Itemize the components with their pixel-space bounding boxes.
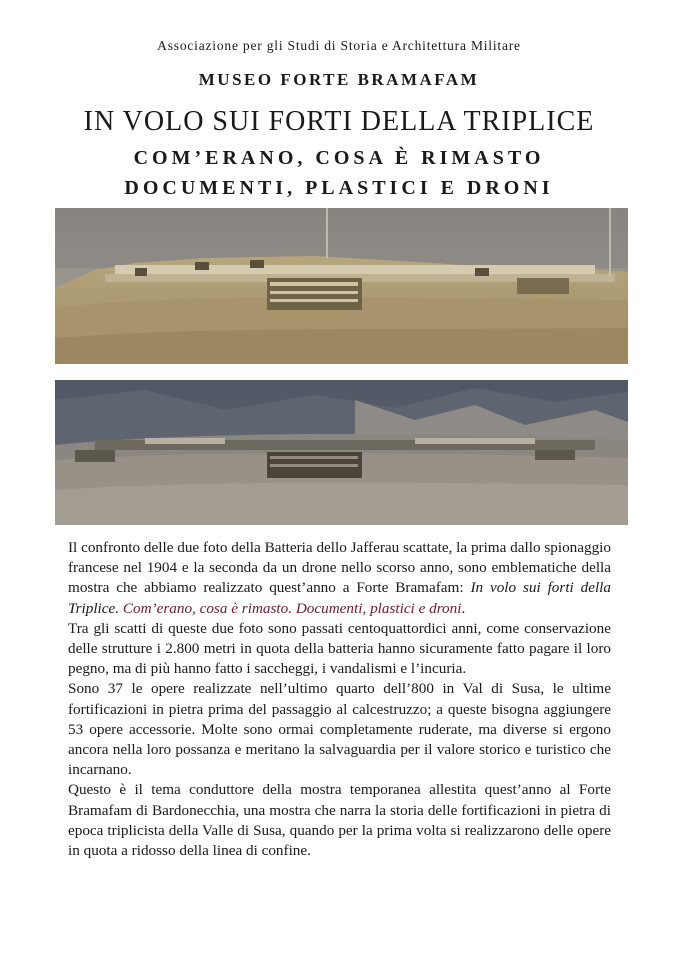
paragraph-1-text: Il confronto delle due foto della Batteria dello Jafferau scattate, la prima dallo spionaggio francese nel 1904 e la seconda da un drone nello scorso anno, sono emblematiche della mostra che abbiamo realizzato quest’anno a Forte Bramafam: bbox=[68, 539, 611, 597]
body-text bbox=[68, 538, 611, 861]
museum-name: MUSEO FORTE BRAMAFAM bbox=[198, 70, 480, 89]
paragraph-3: Sono 37 le opere realizzate nell’ultimo quarto dell’800 in Val di Susa, le ultime fortificazioni in pietra prima del passaggio al calcestruzzo; a queste bisogna aggiungere 53 opere accessorie. Molte sono ormai completamente ruderate, ma diverse si ergono ancora nella loro possanza e meritano la salvaguardia per il valore storico e turistico che incarnano. bbox=[68, 680, 611, 779]
exhibition-subtitle-colored: Com’erano, cosa è rimasto. Documenti, bbox=[122, 599, 367, 617]
poster-title: IN VOLO SUI FORTI DELLA TRIPLICE bbox=[83, 106, 595, 137]
exhibition-title-italic: In volo sui forti della Triplice. bbox=[68, 579, 611, 617]
paragraph-2: Tra gli scatti di queste due foto sono passati centoquattordici anni, come conservazione delle strutture i 2.800 metri in quota della batteria hanno sicuramente fatto pagare il loro pegno, ma di più hanno fatto i saccheggi, i vandalismi e l’incuria. bbox=[68, 619, 611, 678]
historic-fort-photo bbox=[55, 208, 628, 364]
association-name: Associazione per gli Studi di Storia e Architettura Militare bbox=[157, 38, 521, 53]
paragraph-1 bbox=[68, 538, 611, 619]
paragraph-1-end: . bbox=[461, 599, 466, 617]
subtitle-line-1: COM’ERANO, COSA È RIMASTO bbox=[133, 147, 545, 169]
drone-fort-photo bbox=[55, 380, 628, 525]
subtitle-line-2: DOCUMENTI, PLASTICI E DRONI bbox=[124, 177, 554, 199]
exhibition-subtitle-end: plastici e droni bbox=[370, 599, 462, 617]
paragraph-4: Questo è il tema conduttore della mostra temporanea allestita quest’anno al Forte Bramafam di Bardonecchia, una mostra che narra la storia delle fortificazioni in pietra di epoca triplicista della Valle di Susa, quando per la prima volta si realizzarono delle opere in quota a ridosso della linea di confine. bbox=[68, 781, 611, 860]
